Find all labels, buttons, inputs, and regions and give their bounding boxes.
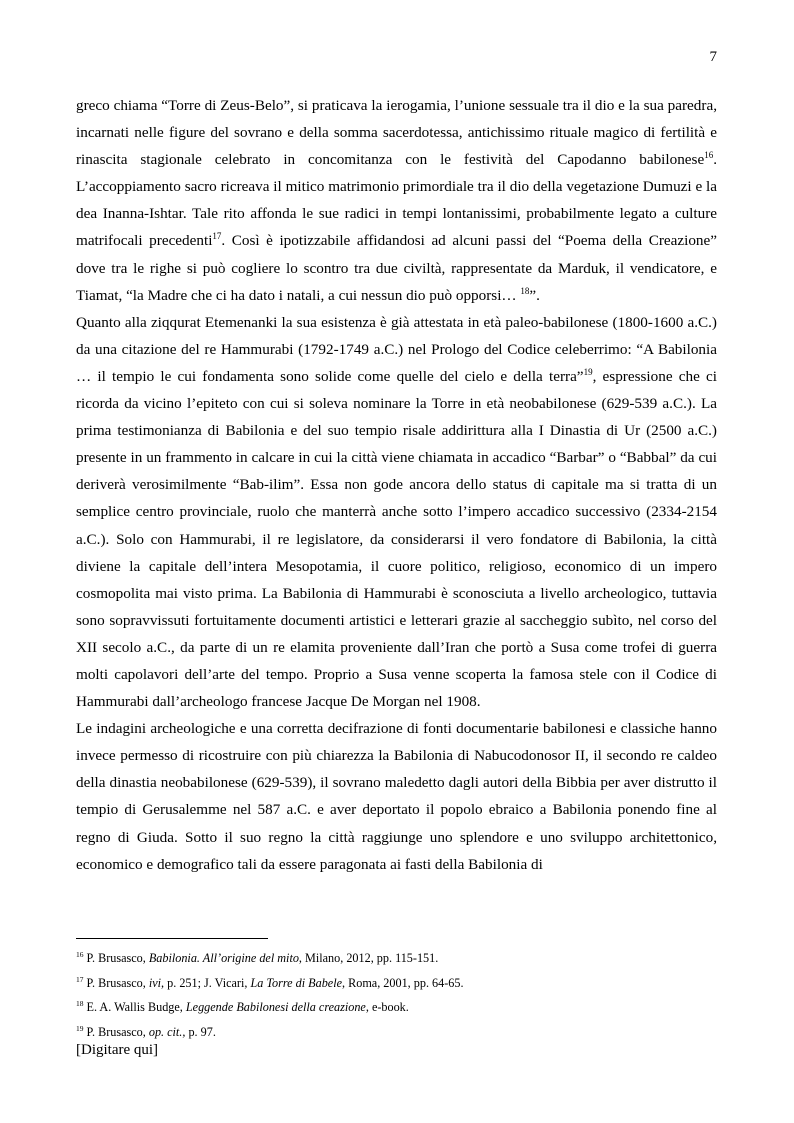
text-run: , Roma, 2001, pp. 64-65. [342, 975, 464, 990]
footnote-ref: 16 [704, 150, 714, 161]
placeholder-text[interactable]: [Digitare qui] [76, 1042, 159, 1058]
footnote-number: 19 [76, 1023, 84, 1033]
text-run: P. Brusasco, [83, 1024, 149, 1039]
italic-title: Babilonia. All’origine del mito [148, 951, 299, 965]
footnote-number: 17 [76, 974, 84, 984]
footnote-ref: 19 [583, 366, 593, 377]
italic-title: op. cit., [148, 1024, 186, 1039]
footnote-number: 18 [76, 998, 84, 1008]
text-run: , e-book. [365, 1000, 409, 1014]
italic-title: ivi, [148, 975, 165, 990]
text-run: Quanto alla ziqqurat Etemenanki la sua esistenza è già attestata in età paleo-babilonese (1800-1600 a.C.) da una citazione del re Hammurabi (1792-1749 a.C.) nel Prologo del Codice celeberrimo: “A Babilonia … il tempio le cui fondamenta sono solide come quelle del cielo e della terra” [76, 313, 717, 385]
footnote [76, 971, 717, 996]
text-run: . Così è ipotizzabile affidandosi ad alcuni passi del “Poema della Creazione” dove tra le righe si può cogliere lo scontro tra due civiltà, rappresentate da Marduk, il vendicatore, e Tiamat, “la Madre che ci ha dato i natali, a cui nessun dio può opporsi… [76, 232, 717, 304]
footnote [76, 946, 717, 971]
paragraph [76, 92, 717, 309]
text-run: p. 97. [185, 1024, 216, 1039]
text-run: Le indagini archeologiche e una corretta decifrazione di fonti documentarie babilonesi e classiche hanno invece permesso di ricostruire con più chiarezza la Babilonia di Nabucodonosor II, il secondo re caldeo della dinastia neobabilonese (629-539), il sovrano maledetto dagli autori della Bibbia per aver distrutto il tempio di Gerusalemme nel 587 a.C. e aver deportato il popolo ebraico a Babilonia ponendo fine al regno di Giuda. Sotto il suo regno la città raggiunge uno splendore e uno sviluppo architettonico, economico e demografico tali da essere paragonata ai fasti della Babilonia di [76, 720, 717, 873]
footnote-number: 16 [76, 949, 84, 959]
paragraph [76, 715, 717, 878]
text-run: E. A. Wallis Budge, [83, 1000, 186, 1014]
page-number: 7 [709, 49, 717, 65]
footnote [76, 1020, 717, 1045]
footnotes [76, 946, 717, 1044]
text-run: p. 251; J. Vicari, [164, 975, 251, 990]
body-text [76, 92, 717, 878]
paragraph [76, 309, 717, 715]
footnote-ref: 18 [520, 285, 530, 296]
italic-title: Leggende Babilonesi della creazione [185, 1000, 366, 1014]
text-run: P. Brusasco, [83, 975, 149, 990]
footnote-ref: 17 [212, 231, 222, 242]
italic-title: La Torre di Babele [250, 975, 342, 990]
text-run: , espressione che ci ricorda da vicino l’epiteto con cui si soleva nominare la Torre in età neobabilonese (629-539 a.C.). La prima testimonianza di Babilonia e del suo tempio risale addirittura alla I Dinastia di Ur (2500 a.C.) presente in un frammento in calcare in cui la città viene chiamata in accadico “Barbar” o “Babbal” da cui deriverà verosimilmente “Bab-ilim”. Essa non gode ancora dello status di capitale ma si tratta di un semplice centro provinciale, ruolo che manterrà anche sotto l’impero accadico successivo (2334-2154 a.C.). Solo con Hammurabi, il re legislatore, da considerarsi il vero fondatore di Babilonia, la città diviene la capitale dell’intera Mesopotamia, il cuore politico, religioso, economico di un impero cosmopolita mai visto prima. La Babilonia di Hammurabi è sconosciuta a livello archeologico, tuttavia sono sopravvissuti fortuitamente documenti artistici e letterari grazie al saccheggio subìto, nel corso del XII secolo a.C., da parte di un re elamita proveniente dall’Iran che portò a Susa come trofei di guerra molti capolavori dell’arte del tempo. Proprio a Susa venne scoperta la famosa stele con il Codice di Hammurabi dall’archeologo francese Jacque De Morgan nel 1908. [76, 367, 717, 711]
footnote-separator [76, 938, 268, 939]
text-run: greco chiama “Torre di Zeus-Belo”, si praticava la ierogamia, l’unione sessuale tra il dio e la sua paredra, incarnati nelle figure del sovrano e della somma sacerdotessa, antichissimo rituale magico di fertilità e rinascita stagionale celebrato in concomitanza con le festività del Capodanno babilonese [76, 97, 717, 169]
text-run: P. Brusasco, [83, 951, 149, 965]
text-run: , Milano, 2012, pp. 115-151. [298, 951, 439, 965]
text-run: ”. [529, 286, 540, 304]
footnote [76, 995, 717, 1020]
text-run: . L’accoppiamento sacro ricreava il mitico matrimonio primordiale tra il dio della vegetazione Dumuzi e la dea Inanna-Ishtar. Tale rito affonda le sue radici in tempi lontanissimi, probabilmente legato a culture matrifocali precedenti [76, 151, 717, 250]
